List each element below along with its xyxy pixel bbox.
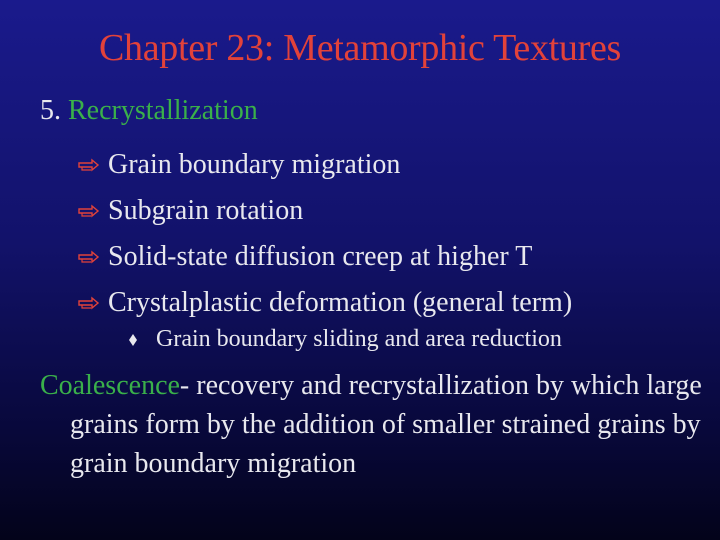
- hand-pointer-icon: [78, 250, 108, 264]
- slide-title: Chapter 23: Metamorphic Textures: [98, 27, 622, 69]
- bullet-item: [78, 280, 572, 326]
- bullet-list: [78, 142, 572, 326]
- diamond-icon: [128, 334, 156, 346]
- bullet-text: Solid-state diffusion creep at higher T: [108, 241, 533, 272]
- coalescence-paragraph: [40, 366, 720, 483]
- hand-pointer-icon: [78, 204, 108, 218]
- sub-bullet-text: Grain boundary sliding and area reduction: [156, 326, 562, 352]
- bullet-text: Crystalplastic deformation (general term): [108, 287, 573, 318]
- sub-bullet-item: [128, 326, 562, 353]
- bullet-item: [78, 188, 572, 234]
- section-title: Recrystallization: [68, 95, 258, 126]
- bullet-item: [78, 142, 572, 188]
- hand-pointer-icon: [78, 296, 108, 310]
- bullet-item: [78, 234, 572, 280]
- bullet-text: Subgrain rotation: [108, 195, 304, 226]
- paragraph-text: - recovery and recrystallization by which large grains form by the addition of smaller strained grains by grain boundary migration: [70, 370, 702, 479]
- section-heading: [40, 95, 258, 127]
- paragraph-term: Coalescence: [40, 370, 180, 401]
- hand-pointer-icon: [78, 158, 108, 172]
- section-number: 5.: [40, 95, 61, 126]
- bullet-text: Grain boundary migration: [108, 149, 401, 180]
